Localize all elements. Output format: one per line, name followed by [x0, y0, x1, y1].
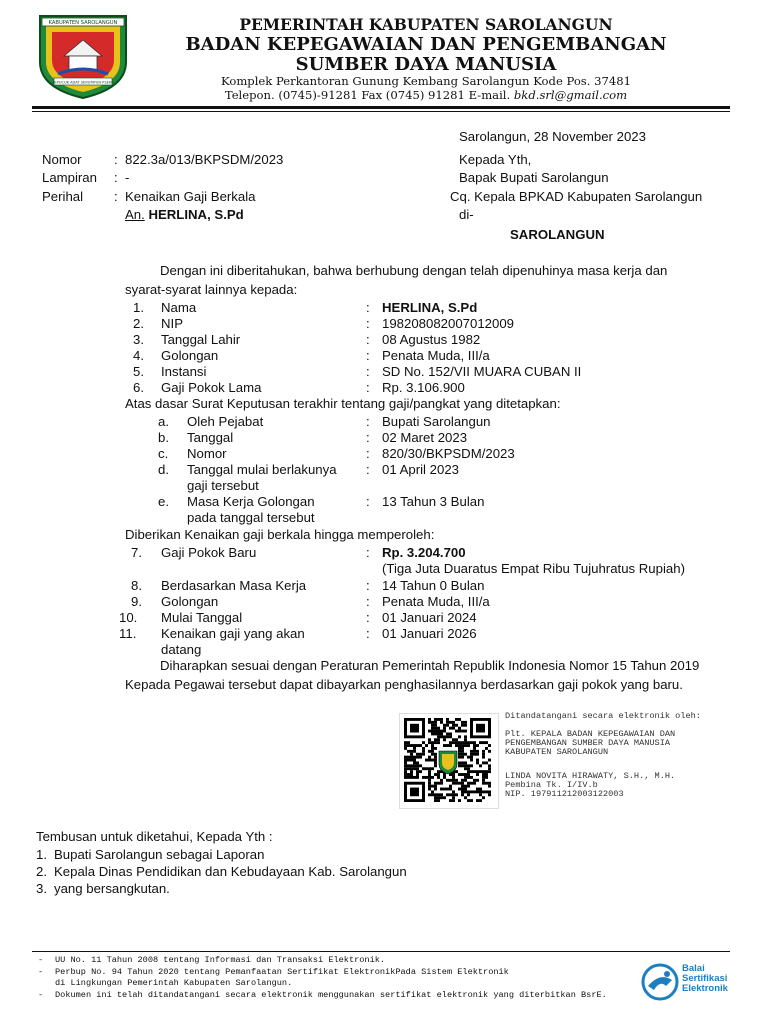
recipient-cq: Cq. Kepala BPKAD Kabupaten Sarolangun: [450, 189, 703, 204]
signer-role-2: PENGEMBANGAN SUMBER DAYA MANUSIA: [505, 738, 671, 748]
header-phone-fax: Telepon. (0745)-91281 Fax (0745) 91281 E-mail.: [224, 88, 511, 102]
decree-colon: :: [366, 414, 370, 429]
perihal-subject-name: [125, 207, 244, 222]
decree-intro: Atas dasar Surat Keputusan terakhir tentang gaji/pangkat yang ditetapkan:: [125, 396, 561, 411]
logo-motto-text: SEPUCUK ADAT SERUMPUN PSEKO: [52, 80, 114, 85]
footer-note-text: UU No. 11 Tahun 2008 tentang Informasi dan Transaksi Elektronik.: [55, 955, 386, 965]
footer-note-text: Dokumen ini telah ditandatangani secara elektronik menggunakan sertifikat elektronik yang diterbitkan BsrE.: [55, 990, 607, 1000]
signer-nip: NIP. 197911212003122003: [505, 789, 624, 799]
raise-label: Mulai Tanggal: [161, 610, 243, 625]
decree-label: Masa Kerja Golongan: [187, 494, 315, 509]
identity-number: 4.: [133, 348, 144, 363]
recipient-di: di-: [459, 207, 474, 222]
raise-value-in-words: (Tiga Juta Duaratus Empat Ribu Tujuhratus Rupiah): [382, 561, 685, 576]
place-date: Sarolangun, 28 November 2023: [459, 129, 646, 144]
decree-label: Nomor: [187, 446, 227, 461]
identity-colon: :: [366, 380, 370, 395]
qr-code-icon: [404, 718, 492, 802]
decree-value: 02 Maret 2023: [382, 430, 468, 445]
decree-value: 820/30/BKPSDM/2023: [382, 446, 515, 461]
raise-number: 10.: [119, 610, 138, 625]
recipient-name: Bapak Bupati Sarolangun: [459, 170, 609, 185]
intro-line-2: syarat-syarat lainnya kepada:: [125, 282, 298, 297]
identity-value: Penata Muda, III/a: [382, 348, 490, 363]
header-contact: [150, 88, 702, 102]
identity-label: Tanggal Lahir: [161, 332, 241, 347]
header-rule-thick: [32, 106, 730, 109]
decree-colon: :: [366, 462, 370, 477]
raise-value: Rp. 3.204.700: [382, 545, 466, 560]
recipient-greeting: Kepada Yth,: [459, 152, 532, 167]
cc-title: Tembusan untuk diketahui, Kepada Yth :: [36, 829, 273, 844]
signer-name: LINDA NOVITA HIRAWATY, S.H., M.H.: [505, 771, 676, 781]
decree-value: 13 Tahun 3 Bulan: [382, 494, 485, 509]
raise-label: Kenaikan gaji yang akan: [161, 626, 305, 641]
raise-colon: :: [366, 594, 370, 609]
header-email: bkd.srl@gmail.com: [513, 88, 628, 102]
identity-colon: :: [366, 300, 370, 315]
header-rule-thin: [32, 111, 730, 112]
footer-note-dash: -: [38, 955, 44, 965]
decree-colon: :: [366, 446, 370, 461]
footer-rule: [32, 951, 730, 952]
lampiran-colon: :: [114, 170, 118, 185]
perihal-label: Perihal: [42, 189, 84, 204]
raise-number: 8.: [131, 578, 142, 593]
decree-label-continued: gaji tersebut: [187, 478, 259, 493]
signer-rank: Pembina Tk. I/IV.b: [505, 780, 598, 790]
raise-label: Gaji Pokok Baru: [161, 545, 257, 560]
bsre-name-1: Balai: [682, 963, 705, 974]
identity-value: SD No. 152/VII MUARA CUBAN II: [382, 364, 582, 379]
cc-item-text: Kepala Dinas Pendidikan dan Kebudayaan Kab. Sarolangun: [54, 864, 407, 879]
raise-colon: :: [366, 545, 370, 560]
decree-letter: c.: [158, 446, 169, 461]
footer-note-text: Perbup No. 94 Tahun 2020 tentang Pemanfaatan Sertifikat ElektronikPada Sistem Elektronik: [55, 967, 509, 977]
an-prefix: An.: [125, 207, 145, 222]
raise-value: 01 Januari 2026: [382, 626, 477, 641]
cc-item-number: 1.: [36, 847, 47, 862]
closing-line-1: Diharapkan sesuai dengan Peraturan Pemerintah Republik Indonesia Nomor 15 Tahun 2019: [160, 658, 700, 673]
identity-label: Golongan: [161, 348, 219, 363]
identity-colon: :: [366, 316, 370, 331]
nomor-label: Nomor: [42, 152, 82, 167]
cc-item-number: 2.: [36, 864, 47, 879]
identity-colon: :: [366, 348, 370, 363]
logo-top-text: KABUPATEN SAROLANGUN: [48, 20, 118, 26]
decree-label: Tanggal: [187, 430, 234, 445]
decree-letter: a.: [158, 414, 169, 429]
raise-colon: :: [366, 626, 370, 641]
raise-value: 14 Tahun 0 Bulan: [382, 578, 485, 593]
signer-role-3: KABUPATEN SAROLANGUN: [505, 747, 609, 757]
nomor-value: 822.3a/013/BKPSDM/2023: [125, 152, 284, 167]
raise-number: 9.: [131, 594, 142, 609]
identity-number: 3.: [133, 332, 144, 347]
an-name: HERLINA, S.Pd: [148, 207, 244, 222]
raise-intro: Diberikan Kenaikan gaji berkala hingga memperoleh:: [125, 527, 435, 542]
perihal-colon: :: [114, 189, 118, 204]
closing-line-2: Kepada Pegawai tersebut dapat dibayarkan penghasilannya berdasarkan gaji pokok yang baru.: [125, 677, 683, 692]
raise-value: Penata Muda, III/a: [382, 594, 490, 609]
header-agency-name-2: SUMBER DAYA MANUSIA: [295, 54, 557, 75]
header-government-name: PEMERINTAH KABUPATEN SAROLANGUN: [239, 15, 613, 34]
signer-role-1: Plt. KEPALA BADAN KEPEGAWAIAN DAN: [505, 729, 676, 739]
identity-value: 198208082007012009: [382, 316, 515, 331]
identity-value: 08 Agustus 1982: [382, 332, 481, 347]
bsre-name-3: Elektronik: [682, 983, 728, 994]
decree-letter: d.: [158, 462, 169, 477]
footer-note-dash: -: [38, 967, 44, 977]
raise-label-continued: datang: [161, 642, 202, 657]
identity-value: HERLINA, S.Pd: [382, 300, 478, 315]
raise-number: 7.: [131, 545, 142, 560]
decree-colon: :: [366, 430, 370, 445]
identity-label: Instansi: [161, 364, 207, 379]
decree-label: Tanggal mulai berlakunya: [187, 462, 337, 477]
header-address: Komplek Perkantoran Gunung Kembang Sarolangun Kode Pos. 37481: [220, 74, 632, 88]
signed-by-note: Ditandatangani secara elektronik oleh:: [505, 711, 701, 721]
identity-value: Rp. 3.106.900: [382, 380, 465, 395]
nomor-colon: :: [114, 152, 118, 167]
cc-item-number: 3.: [36, 881, 47, 896]
recipient-city: SAROLANGUN: [510, 227, 605, 242]
decree-letter: b.: [158, 430, 169, 445]
decree-label: Oleh Pejabat: [187, 414, 264, 429]
decree-label-continued: pada tanggal tersebut: [187, 510, 315, 525]
identity-label: Gaji Pokok Lama: [161, 380, 262, 395]
identity-label: NIP: [161, 316, 183, 331]
sarolangun-coat-of-arms-logo: [34, 12, 132, 100]
decree-value: Bupati Sarolangun: [382, 414, 491, 429]
raise-colon: :: [366, 610, 370, 625]
identity-colon: :: [366, 364, 370, 379]
intro-line-1: Dengan ini diberitahukan, bahwa berhubung dengan telah dipenuhinya masa kerja dan: [160, 263, 668, 278]
footer-note-dash: -: [38, 990, 44, 1000]
identity-label: Nama: [161, 300, 197, 315]
raise-value: 01 Januari 2024: [382, 610, 477, 625]
identity-number: 1.: [133, 300, 144, 315]
raise-label: Golongan: [161, 594, 219, 609]
perihal-value: Kenaikan Gaji Berkala: [125, 189, 256, 204]
lampiran-label: Lampiran: [42, 170, 97, 185]
bsre-name-2: Sertifikasi: [682, 973, 728, 984]
identity-number: 6.: [133, 380, 144, 395]
raise-colon: :: [366, 578, 370, 593]
cc-item-text: yang bersangkutan.: [54, 881, 170, 896]
decree-letter: e.: [158, 494, 169, 509]
raise-number: 11.: [119, 626, 137, 641]
identity-number: 2.: [133, 316, 144, 331]
identity-colon: :: [366, 332, 370, 347]
footer-note-text: di Lingkungan Pemerintah Kabupaten Sarolangun.: [55, 978, 293, 988]
decree-colon: :: [366, 494, 370, 509]
header-agency-name: BADAN KEPEGAWAIAN DAN PENGEMBANGAN: [185, 34, 667, 55]
lampiran-value: -: [125, 170, 130, 185]
bsre-logo-icon: [640, 962, 680, 1002]
identity-number: 5.: [133, 364, 144, 379]
raise-label: Berdasarkan Masa Kerja: [161, 578, 307, 593]
cc-item-text: Bupati Sarolangun sebagai Laporan: [54, 847, 265, 862]
decree-value: 01 April 2023: [382, 462, 459, 477]
